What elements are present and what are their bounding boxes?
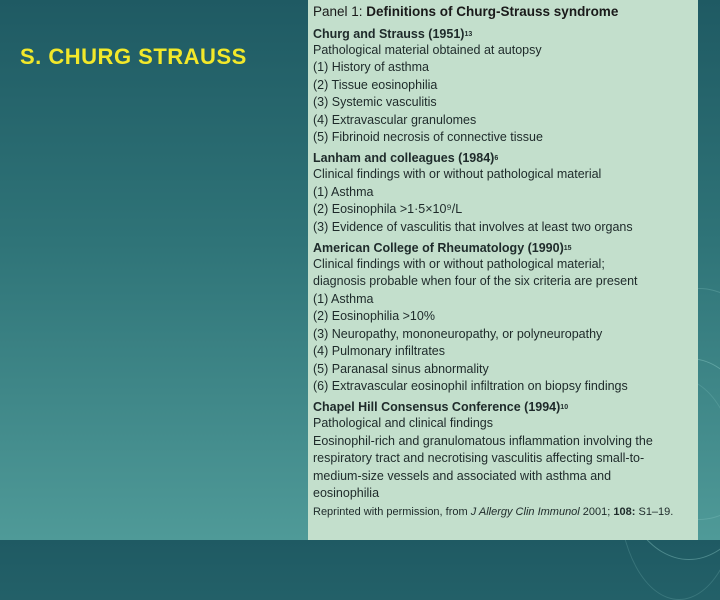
criterion-item: (2) Tissue eosinophilia	[313, 77, 438, 92]
section-heading: Chapel Hill Consensus Conference $(1994)^{10}$	[313, 400, 569, 415]
section-line: Clinical findings with or without pathological material;	[313, 257, 605, 272]
criterion-item: (5) Paranasal sinus abnormality	[313, 361, 489, 376]
section-line: Eosinophil-rich and granulomatous inflammation involving the	[313, 433, 653, 448]
criterion-item: (4) Extravascular granulomes	[313, 112, 477, 127]
section-heading: Lanham and colleagues $(1984)^6$	[313, 151, 499, 166]
criterion-item: (3) Systemic vasculitis	[313, 95, 437, 110]
panel-heading: Definitions of Churg-Strauss syndrome	[366, 4, 619, 19]
definitions-panel	[308, 0, 698, 540]
criterion-item: (2) Eosinophilia >10%	[313, 309, 435, 324]
section-heading: Churg and Strauss $(1951)^{13}$	[313, 27, 473, 41]
section-line: eosinophilia	[313, 485, 380, 500]
criterion-item: (1) Asthma	[313, 291, 374, 306]
section-line: Pathological and clinical findings	[313, 416, 493, 431]
criterion-item: (4) Pulmonary infiltrates	[313, 344, 445, 359]
section-line: medium-size vessels and associated with asthma and	[313, 468, 612, 483]
section-line: diagnosis probable when four of the six criteria are present	[313, 274, 638, 289]
criterion-item: (5) Fibrinoid necrosis of connective tissue	[313, 130, 543, 145]
criterion-item: (1) Asthma	[313, 184, 374, 199]
panel-title	[313, 2, 694, 22]
section-line: Clinical findings with or without pathological material	[313, 167, 602, 182]
criterion-item: (3) Neuropathy, mononeuropathy, or polyneuropathy	[313, 326, 603, 341]
section-heading: American College of Rheumatology $(1990)^{15}$	[313, 241, 572, 256]
section-line: respiratory tract and necrotising vasculitis affecting small-to-	[313, 451, 645, 466]
section-line: Pathological material obtained at autopsy	[313, 43, 542, 57]
citation-footer: Reprinted with permission, from J Allergy Clin Immunol 2001; 108: S1–19.	[313, 506, 674, 519]
panel-number: Panel 1:	[313, 4, 367, 19]
criterion-item: (6) Extravascular eosinophil infiltration on biopsy findings	[313, 378, 628, 393]
criterion-item: (1) History of asthma	[313, 60, 430, 75]
slide-title: S. CHURG STRAUSS	[20, 44, 247, 69]
criterion-item: (3) Evidence of vasculitis that involves at least two organs	[313, 219, 633, 234]
criterion-item: (2) Eosinophila >1·5×10⁹/L	[313, 202, 463, 217]
